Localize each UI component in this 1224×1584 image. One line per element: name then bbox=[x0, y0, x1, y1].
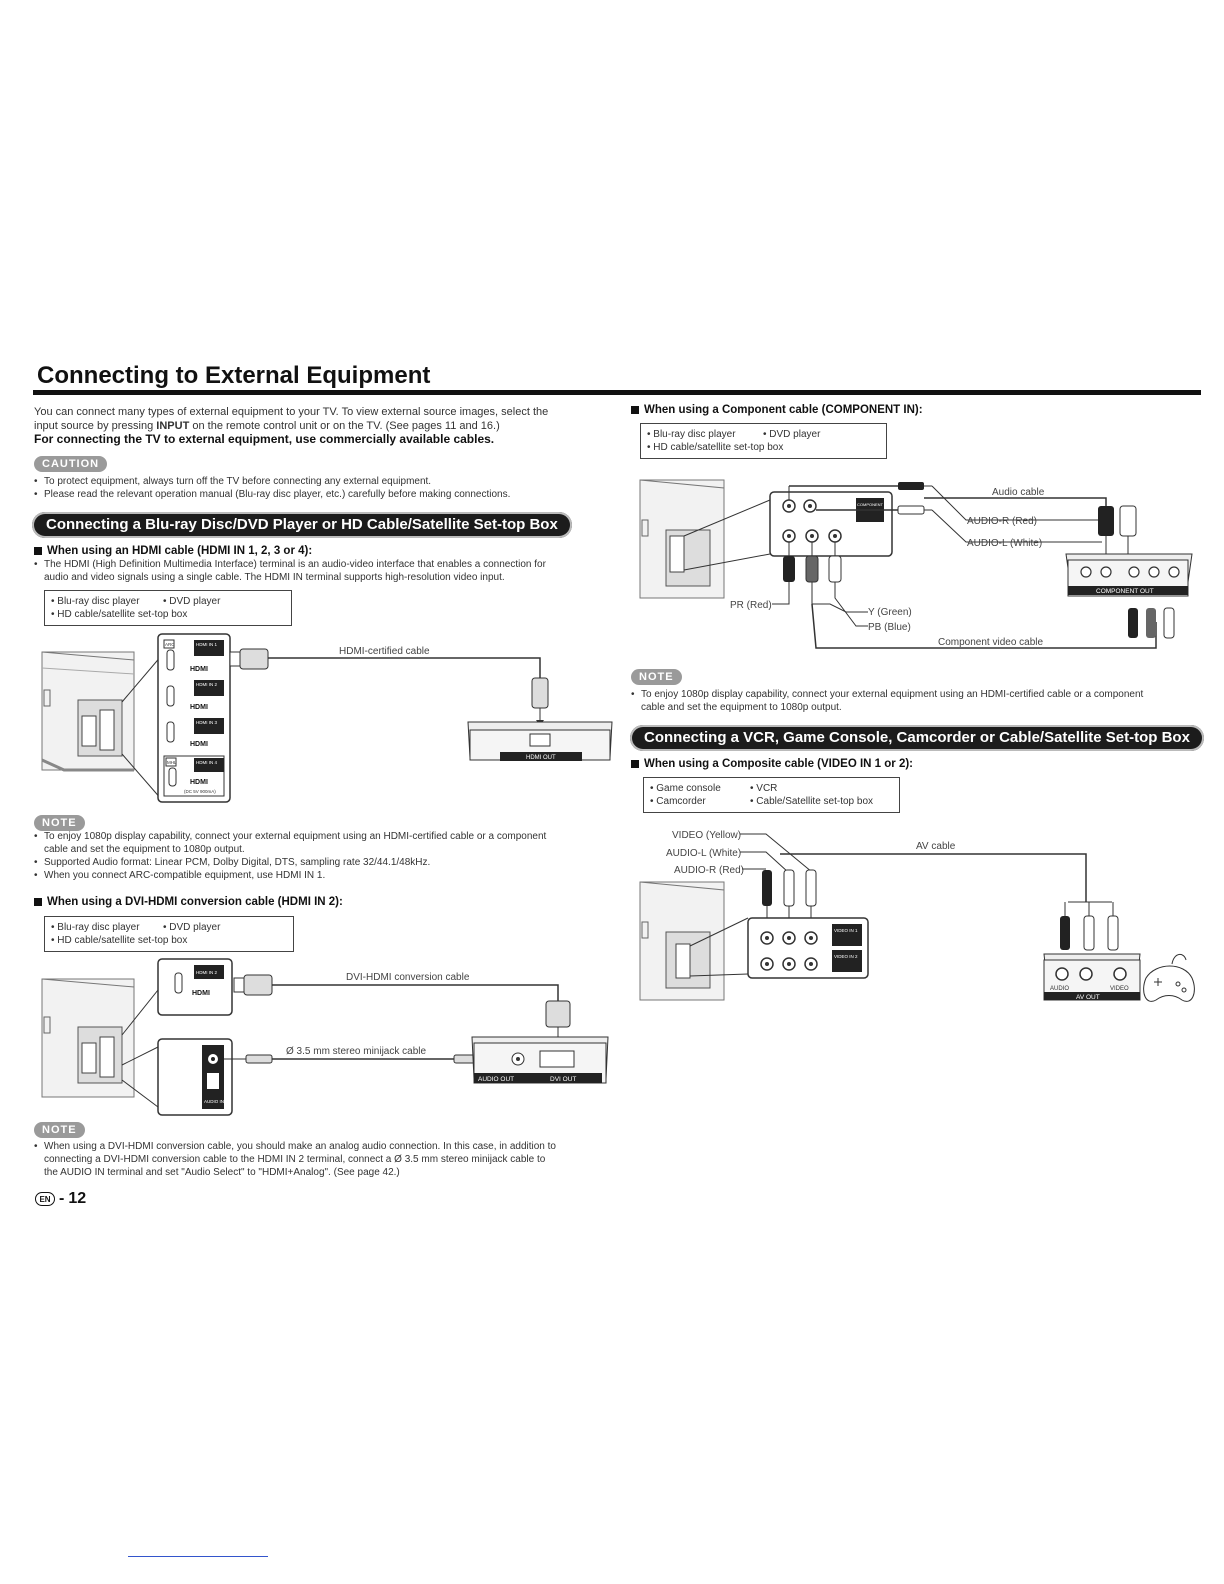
hdmi-heading bbox=[34, 545, 312, 557]
note-item bbox=[34, 843, 614, 856]
hdmi-out-label: HDMI OUT bbox=[526, 755, 556, 761]
input-keyword: INPUT bbox=[156, 420, 190, 432]
port-label: HDMI IN 2 bbox=[196, 682, 218, 687]
hdmi-logo: HDMI bbox=[190, 704, 208, 711]
note-item-text: the AUDIO IN terminal and set "Audio Select" to "HDMI+Analog". (See page 42.) bbox=[44, 1167, 400, 1178]
device-item: • Blu-ray disc player bbox=[51, 596, 140, 607]
port-label: HDMI IN 1 bbox=[196, 642, 218, 647]
y-label: Y (Green) bbox=[868, 607, 912, 618]
component-source-device bbox=[1066, 554, 1192, 596]
dvd-player bbox=[472, 1037, 608, 1083]
page-number bbox=[35, 1190, 86, 1208]
pb-label: PB (Blue) bbox=[868, 622, 911, 633]
intro-bold: For connecting the TV to external equipment, use commercially available cables. bbox=[34, 432, 495, 446]
video-yellow-label: VIDEO (Yellow) bbox=[672, 830, 742, 841]
port-tag-mhl: MHL bbox=[167, 760, 177, 765]
audio-in-panel bbox=[158, 1039, 232, 1115]
note-item-text: To enjoy 1080p display capability, connect your external equipment using an HDMI-certified cable or a component bbox=[641, 689, 1144, 700]
bluray-player bbox=[468, 722, 612, 761]
note-item: • When using a DVI-HDMI conversion cable, you should make an analog audio connection. In this case, in addition to bbox=[34, 1141, 556, 1152]
hdmi-device-box bbox=[44, 590, 292, 626]
note-badge: NOTE bbox=[631, 669, 682, 685]
device-item: • HD cable/satellite set-top box bbox=[647, 442, 784, 453]
footer-rule bbox=[128, 1556, 268, 1557]
audio-r-label: AUDIO-R (Red) bbox=[967, 516, 1038, 527]
component-video-cable-label: Component video cable bbox=[938, 637, 1044, 648]
audio-r-red-label: AUDIO-R (Red) bbox=[674, 865, 745, 876]
note-item: • To enjoy 1080p display capability, connect your external equipment using an HDMI-certified cable or a component bbox=[631, 689, 1144, 700]
audio-label: AUDIO bbox=[1050, 986, 1070, 992]
title-divider bbox=[33, 390, 1201, 395]
device-item: • DVD player bbox=[763, 429, 821, 440]
square-bullet-icon bbox=[631, 760, 639, 768]
device-label: Blu-ray disc player bbox=[653, 429, 736, 440]
audio-cable-label: Audio cable bbox=[992, 487, 1045, 498]
note-item bbox=[34, 1153, 624, 1166]
device-item: • VCR bbox=[750, 783, 778, 794]
note-item-text: When using a DVI-HDMI conversion cable, you should make an analog audio connection. In this case, in addition to bbox=[44, 1141, 556, 1152]
game-controller-icon bbox=[1144, 954, 1195, 1001]
composite-device-box bbox=[643, 777, 900, 813]
av-cable-label: AV cable bbox=[916, 841, 956, 852]
component-heading bbox=[631, 404, 923, 416]
hdmi-desc-text: audio and video signals using a single cable. The HDMI IN terminal supports high-resolution video input. bbox=[44, 572, 505, 583]
video-in-2-label: VIDEO IN 2 bbox=[834, 954, 858, 959]
note-item: • Supported Audio format: Linear PCM, Dolby Digital, DTS, sampling rate 32/44.1/48kHz. bbox=[34, 857, 431, 868]
square-bullet-icon bbox=[631, 406, 639, 414]
note2-list bbox=[34, 1140, 624, 1179]
tv-back-illustration bbox=[42, 652, 134, 770]
device-label: Camcorder bbox=[656, 796, 706, 807]
component-note-list bbox=[631, 688, 1211, 714]
component-in-panel bbox=[770, 492, 892, 556]
device-item: • Blu-ray disc player bbox=[51, 922, 140, 933]
device-label: DVD player bbox=[769, 429, 821, 440]
dvi-out-label: DVI OUT bbox=[550, 1076, 577, 1083]
note-item-text: To enjoy 1080p display capability, connect your external equipment using an HDMI-certified cable or a component bbox=[44, 831, 547, 842]
hdmi-cable bbox=[230, 649, 548, 726]
video-in-panel bbox=[748, 918, 868, 978]
note-badge: NOTE bbox=[34, 1122, 85, 1138]
hdmi-desc-line bbox=[34, 571, 614, 584]
hdmi-logo: HDMI bbox=[190, 779, 208, 786]
note-item: • To enjoy 1080p display capability, connect your external equipment using an HDMI-certified cable or a component bbox=[34, 831, 547, 842]
device-item: • Game console bbox=[650, 783, 721, 794]
av-cable bbox=[780, 854, 1086, 902]
device-item: • Cable/Satellite set-top box bbox=[750, 796, 874, 807]
tv-back-illustration bbox=[640, 882, 724, 1000]
dvi-device-box bbox=[44, 916, 294, 952]
note-item-text: cable and set the equipment to 1080p output. bbox=[641, 702, 842, 713]
caution-item-text: Please read the relevant operation manual (Blu-ray disc player, etc.) carefully before making connections. bbox=[44, 489, 511, 500]
hdmi-desc-line: • The HDMI (High Definition Multimedia Interface) terminal is an audio-video interface that enables a connection for bbox=[34, 559, 546, 570]
caution-item-text: To protect equipment, always turn off the TV before connecting any external equipment. bbox=[44, 476, 432, 487]
note-item-text: When you connect ARC-compatible equipment, use HDMI IN 1. bbox=[44, 870, 326, 881]
device-label: DVD player bbox=[169, 596, 221, 607]
device-label: Blu-ray disc player bbox=[57, 922, 140, 933]
video-label: VIDEO bbox=[1110, 986, 1129, 992]
component-device-box bbox=[640, 423, 887, 459]
dvi-heading bbox=[34, 896, 343, 908]
component-out-label: COMPONENT OUT bbox=[1096, 588, 1154, 595]
video-in-1-label: VIDEO IN 1 bbox=[834, 928, 858, 933]
hdmi-desc-text: The HDMI (High Definition Multimedia Interface) terminal is an audio-video interface that enables a connection for bbox=[44, 559, 546, 570]
intro-line-2-post: on the remote control unit or on the TV. (See pages 11 and 16.) bbox=[189, 420, 500, 432]
note-item: • When you connect ARC-compatible equipment, use HDMI IN 1. bbox=[34, 870, 326, 881]
dc-note: (DC 5V 900mA) bbox=[184, 789, 216, 794]
port-label: HDMI IN 2 bbox=[196, 970, 218, 975]
hdmi-in-2-panel bbox=[158, 959, 232, 1015]
component-heading-text: When using a Component cable (COMPONENT IN): bbox=[644, 404, 923, 416]
device-label: HD cable/satellite set-top box bbox=[57, 609, 188, 620]
square-bullet-icon bbox=[34, 898, 42, 906]
caution-list bbox=[34, 475, 614, 501]
section-banner-bluray: Connecting a Blu-ray Disc/DVD Player or HD Cable/Satellite Set-top Box bbox=[32, 512, 572, 538]
note-item bbox=[34, 1166, 624, 1179]
note-item-text: cable and set the equipment to 1080p output. bbox=[44, 844, 245, 855]
intro-line-2 bbox=[34, 419, 614, 433]
page-number-value: 12 bbox=[68, 1190, 87, 1207]
page-number-sep: - bbox=[59, 1190, 65, 1207]
tv-back-illustration bbox=[640, 480, 724, 598]
hdmi-desc bbox=[34, 558, 614, 584]
pr-label: PR (Red) bbox=[730, 600, 772, 611]
device-label: Game console bbox=[656, 783, 721, 794]
dvi-connection-diagram bbox=[34, 955, 624, 1117]
note-item-text: Supported Audio format: Linear PCM, Dolby Digital, DTS, sampling rate 32/44.1/48kHz. bbox=[44, 857, 431, 868]
language-badge: EN bbox=[35, 1192, 55, 1206]
hdmi-cable-label: HDMI-certified cable bbox=[339, 646, 430, 657]
note-item-text: connecting a DVI-HDMI conversion cable to the HDMI IN 2 terminal, connect a Ø 3.5 mm stereo minijack cable to bbox=[44, 1154, 546, 1165]
composite-connection-diagram bbox=[636, 822, 1200, 1022]
note-item bbox=[631, 701, 1211, 714]
device-label: VCR bbox=[756, 783, 778, 794]
port-label: HDMI IN 4 bbox=[196, 760, 218, 765]
note-badge: NOTE bbox=[34, 815, 85, 831]
intro-text bbox=[34, 405, 614, 433]
composite-heading bbox=[631, 758, 913, 770]
device-item: • Blu-ray disc player bbox=[647, 429, 736, 440]
intro-line-2-pre: input source by pressing bbox=[34, 420, 157, 432]
composite-heading-text: When using a Composite cable (VIDEO IN 1 or 2): bbox=[644, 758, 914, 770]
port-label: HDMI IN 3 bbox=[196, 720, 218, 725]
component-connection-diagram bbox=[636, 470, 1200, 658]
device-label: HD cable/satellite set-top box bbox=[653, 442, 784, 453]
device-item: • Camcorder bbox=[650, 796, 706, 807]
device-item: • DVD player bbox=[163, 596, 221, 607]
intro-line-1: You can connect many types of external equipment to your TV. To view external source images, select the bbox=[34, 406, 549, 418]
audio-out-label: AUDIO OUT bbox=[478, 1076, 515, 1083]
minijack-cable-label: Ø 3.5 mm stereo minijack cable bbox=[286, 1046, 427, 1057]
device-label: DVD player bbox=[169, 922, 221, 933]
audio-in-label: AUDIO IN bbox=[204, 1099, 225, 1104]
audio-l-white-label: AUDIO-L (White) bbox=[666, 848, 742, 859]
av-out-label: AV OUT bbox=[1076, 994, 1100, 1001]
tv-back-illustration bbox=[42, 979, 134, 1097]
dvi-heading-text: When using a DVI-HDMI conversion cable (HDMI IN 2): bbox=[47, 896, 343, 908]
device-label: Cable/Satellite set-top box bbox=[756, 796, 874, 807]
component-panel-label: COMPONENT bbox=[857, 502, 883, 507]
hdmi-logo: HDMI bbox=[190, 741, 208, 748]
hdmi-logo: HDMI bbox=[190, 666, 208, 673]
note1-list bbox=[34, 830, 614, 882]
hdmi-connection-diagram bbox=[34, 630, 624, 808]
hdmi-port-panel bbox=[158, 634, 230, 802]
dvi-cable-label: DVI-HDMI conversion cable bbox=[346, 972, 470, 983]
game-console bbox=[1044, 954, 1140, 1001]
page-title: Connecting to External Equipment bbox=[37, 362, 431, 389]
caution-item: • Please read the relevant operation manual (Blu-ray disc player, etc.) carefully before making connections. bbox=[34, 489, 511, 500]
hdmi-logo: HDMI bbox=[192, 990, 210, 997]
device-item: • HD cable/satellite set-top box bbox=[51, 935, 188, 946]
dvi-cable bbox=[234, 975, 570, 1043]
audio-l-label: AUDIO-L (White) bbox=[967, 538, 1043, 549]
caution-item: • To protect equipment, always turn off the TV before connecting any external equipment. bbox=[34, 476, 432, 487]
device-label: Blu-ray disc player bbox=[57, 596, 140, 607]
section-banner-vcr: Connecting a VCR, Game Console, Camcorder or Cable/Satellite Set-top Box bbox=[630, 725, 1204, 751]
av-cable-plugs bbox=[1060, 902, 1118, 950]
port-tag-arc: ARC bbox=[165, 642, 175, 647]
device-item: • HD cable/satellite set-top box bbox=[51, 609, 188, 620]
caution-badge: CAUTION bbox=[34, 456, 107, 472]
device-item: • DVD player bbox=[163, 922, 221, 933]
hdmi-heading-text: When using an HDMI cable (HDMI IN 1, 2, 3 or 4): bbox=[47, 545, 313, 557]
device-label: HD cable/satellite set-top box bbox=[57, 935, 188, 946]
square-bullet-icon bbox=[34, 547, 42, 555]
